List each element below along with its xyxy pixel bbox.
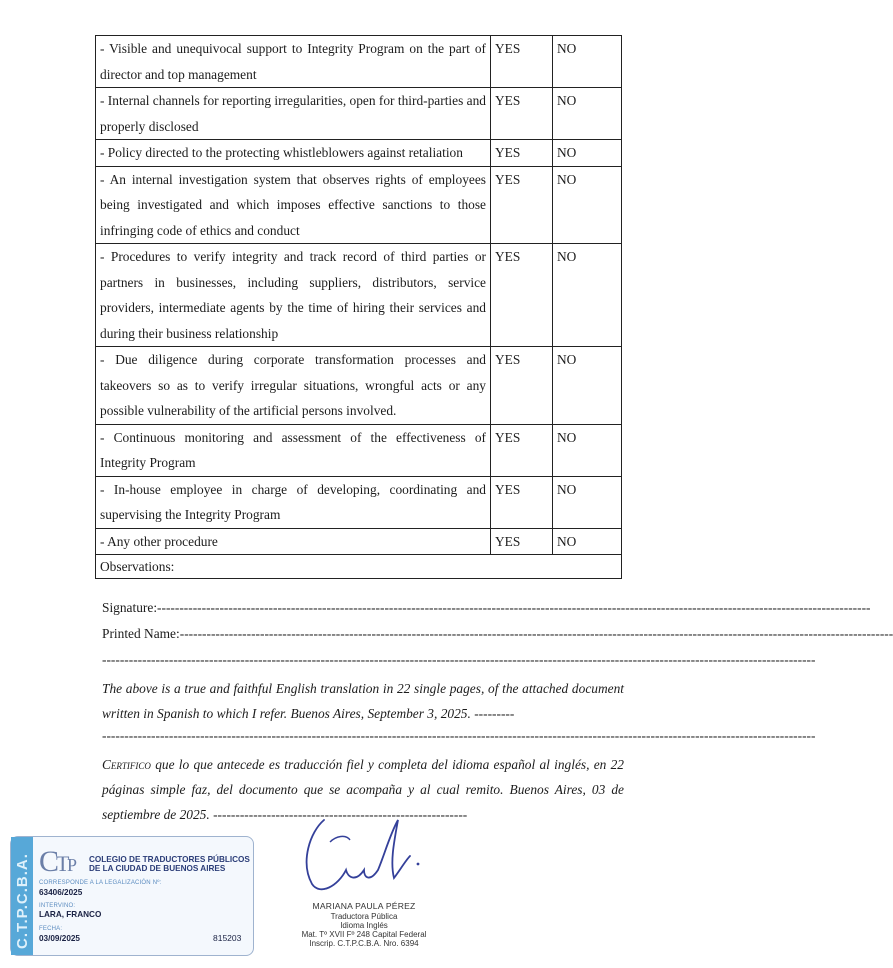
spanish-certification-text: que lo que antecede es traducción fiel y completa del idioma español al inglés, en 22 páginas simple faz, del documento que se acompaña y al cual remito. Buenos Aires, 03 de septiembre de 2025. [102, 757, 624, 822]
checklist-row [96, 244, 622, 347]
separator-line [102, 652, 816, 668]
no-option: NO [553, 347, 622, 425]
printed-name-label: Printed Name: [102, 626, 180, 641]
separator-line [102, 728, 816, 744]
english-certification-text: The above is a true and faithful English translation in 22 single pages, of the attached document written in Spanish to which I refer. Buenos Aires, September 3, 2025. [102, 681, 624, 721]
translator-language: Idioma Inglés [340, 921, 388, 930]
checklist-row [96, 424, 622, 476]
checklist-item-text: - Continuous monitoring and assessment of the effectiveness of Integrity Program [96, 424, 491, 476]
checklist-item-text: - An internal investigation system that observes rights of employees being investigated and which imposes effective sanctions to those infringing code of ethics and conduct [96, 166, 491, 244]
translator-name: MARIANA PAULA PÉREZ [312, 901, 416, 911]
stamp-band-text: C.T.P.C.B.A. [14, 853, 31, 949]
intervened-label: INTERVINO: [39, 903, 76, 909]
date-label: FECHA: [39, 926, 63, 932]
yes-option: YES [491, 528, 553, 555]
checklist-row [96, 347, 622, 425]
legalization-label: CORRESPONDE A LA LEGALIZACIÓN Nº: [39, 880, 162, 886]
handwritten-signature [290, 812, 440, 904]
checklist-row [96, 528, 622, 555]
checklist-item-text: - Procedures to verify integrity and track record of third parties or partners in businesses, including suppliers, distributors, service providers, intermediate agents by the time of hiring their services and during their business relationship [96, 244, 491, 347]
checklist-item-text: - In-house employee in charge of developing, coordinating and supervising the Integrity Program [96, 476, 491, 528]
checklist-item-text: - Policy directed to the protecting whistleblowers against retaliation [96, 140, 491, 167]
english-certification [102, 676, 624, 726]
observations-row [96, 555, 622, 579]
yes-option: YES [491, 424, 553, 476]
yes-option: YES [491, 347, 553, 425]
no-option: NO [553, 140, 622, 167]
checklist-row [96, 166, 622, 244]
checklist-item-text: - Any other procedure [96, 528, 491, 555]
signature-label: Signature: [102, 600, 158, 615]
yes-option: YES [491, 166, 553, 244]
printed-name-line [102, 626, 893, 642]
stamp-organization [89, 855, 250, 873]
checklist-item-text: - Internal channels for reporting irregularities, open for third-parties and properly disclosed [96, 88, 491, 140]
checklist-row [96, 140, 622, 167]
svg-text:C: C [39, 845, 60, 878]
yes-option: YES [491, 88, 553, 140]
dash-fill: ---------------------------------------------------------------------------------------------------------------------------------------------------------------- [102, 652, 816, 667]
no-option: NO [553, 36, 622, 88]
intervened-value: LARA, FRANCO [39, 910, 102, 919]
translators-association-stamp [10, 836, 254, 956]
yes-option: YES [491, 36, 553, 88]
checklist-row [96, 88, 622, 140]
signature-line [102, 600, 871, 616]
svg-text:P: P [67, 855, 78, 875]
integrity-checklist-table [95, 35, 622, 579]
no-option: NO [553, 244, 622, 347]
translator-registration: Mat. Tº XVII Fº 248 Capital Federal [301, 930, 427, 939]
date-value: 03/09/2025 [39, 934, 80, 943]
stamp-org-line1: COLEGIO DE TRADUCTORES PÚBLICOS [89, 855, 250, 864]
stamp-code: 815203 [213, 933, 242, 943]
no-option: NO [553, 88, 622, 140]
no-option: NO [553, 528, 622, 555]
yes-option: YES [491, 140, 553, 167]
ctpba-logo-icon [39, 843, 83, 877]
dash-fill: ---------------------------------------------------------------------------------------------------------------------------------------------------------------- [157, 600, 871, 615]
spanish-certification-first-word: Certifico [102, 757, 151, 772]
no-option: NO [553, 424, 622, 476]
translator-title: Traductora Pública [330, 912, 398, 921]
dash-fill: --------------------------------------------------------- [213, 807, 468, 822]
dash-fill: --------- [474, 706, 515, 721]
yes-option: YES [491, 476, 553, 528]
no-option: NO [553, 476, 622, 528]
checklist-item-text: - Visible and unequivocal support to Integrity Program on the part of director and top management [96, 36, 491, 88]
yes-option: YES [491, 244, 553, 347]
legalization-value: 63406/2025 [39, 888, 83, 897]
dash-fill: ---------------------------------------------------------------------------------------------------------------------------------------------------------------- [179, 626, 893, 641]
no-option: NO [553, 166, 622, 244]
stamp-org-line2: DE LA CIUDAD DE BUENOS AIRES [89, 864, 226, 873]
stamp-band [11, 837, 33, 955]
observations-label: Observations: [96, 555, 622, 579]
checklist-item-text: - Due diligence during corporate transformation processes and takeovers so as to verify irregular situations, wrongful acts or any possible vulnerability of the artificial persons involved. [96, 347, 491, 425]
translator-inscription: Inscrip. C.T.P.C.B.A. Nro. 6394 [309, 939, 419, 948]
dash-fill: ---------------------------------------------------------------------------------------------------------------------------------------------------------------- [102, 728, 816, 743]
checklist-row [96, 36, 622, 88]
svg-text:T: T [56, 851, 70, 876]
checklist-row [96, 476, 622, 528]
